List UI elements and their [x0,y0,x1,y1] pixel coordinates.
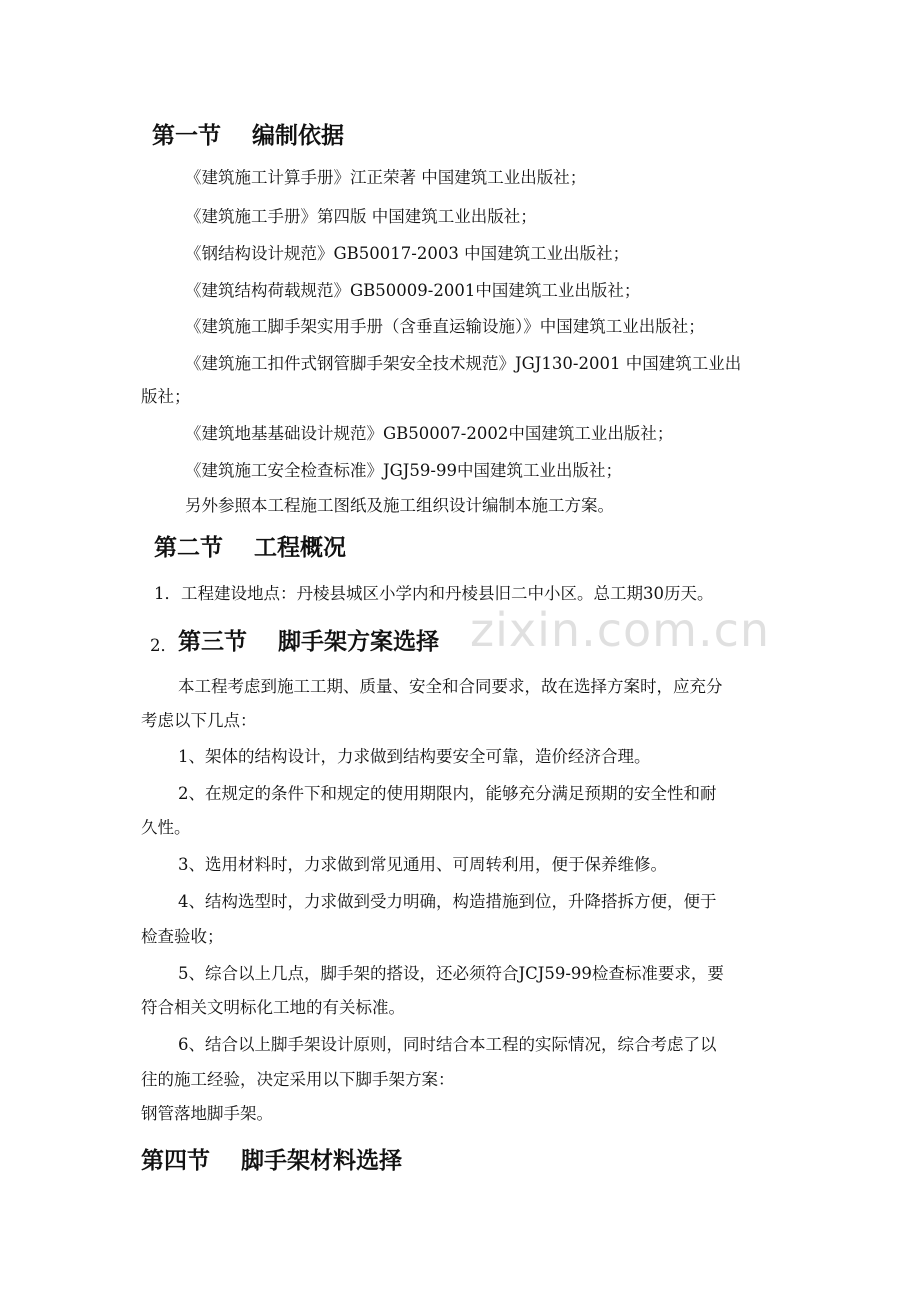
paragraph-line: 本工程考虑到施工工期、质量、安全和合同要求，故在选择方案时，应充分 [178,677,723,696]
list-item: 2、在规定的条件下和规定的使用期限内，能够充分满足预期的安全性和耐 [178,784,717,803]
paragraph-line: 1．工程建设地点：丹棱县城区小学内和丹棱县旧二中小区。总工期30历天。 [154,584,714,603]
reference-line: 《建筑地基基础设计规范》GB50007-2002中国建筑工业出版社； [185,424,674,443]
reference-line: 《建筑施工手册》第四版 中国建筑工业出版社； [185,207,537,226]
list-item-continued: 久性。 [141,818,191,837]
list-item: 6、结合以上脚手架设计原则，同时结合本工程的实际情况，综合考虑了以 [178,1035,717,1054]
paragraph-line: 钢管落地脚手架。 [141,1104,273,1123]
list-item-continued: 检查验收； [141,927,224,946]
list-item: 4、结构选型时，力求做到受力明确，构造措施到位，升降搭拆方便，便于 [178,892,717,911]
reference-line: 《建筑施工安全检查标准》JGJ59-99中国建筑工业出版社； [185,461,622,480]
reference-line: 《钢结构设计规范》GB50017-2003 中国建筑工业出版社； [185,244,630,263]
list-item: 3、选用材料时，力求做到常见通用、可周转利用，便于保养维修。 [178,855,667,874]
section-3-number: 2． [150,636,177,655]
reference-line: 《建筑结构荷载规范》GB50009-2001中国建筑工业出版社； [185,281,641,300]
reference-line: 《建筑施工脚手架实用手册（含垂直运输设施）》中国建筑工业出版社； [185,317,705,336]
watermark: zixin.com.cn [470,603,771,657]
reference-line-continued: 版社； [141,387,191,406]
section-4-heading: 第四节 脚手架材料选择 [141,1148,403,1174]
list-item-continued: 符合相关文明标化工地的有关标准。 [141,998,405,1017]
reference-line: 《建筑施工扣件式钢管脚手架安全技术规范》JGJ130-2001 中国建筑工业出 [185,354,742,373]
list-item-continued: 往的施工经验，决定采用以下脚手架方案： [141,1070,455,1089]
list-item: 5、综合以上几点，脚手架的搭设，还必须符合JCJ59-99检查标准要求，要 [178,964,724,983]
paragraph-line: 考虑以下几点： [141,711,257,730]
section-1-heading: 第一节 编制依据 [152,123,345,149]
reference-line: 另外参照本工程施工图纸及施工组织设计编制本施工方案。 [185,496,614,515]
list-item: 1、架体的结构设计，力求做到结构要安全可靠，造价经济合理。 [178,747,651,766]
reference-line: 《建筑施工计算手册》江正荣著 中国建筑工业出版社； [185,168,587,187]
section-2-heading: 第二节 工程概况 [154,535,347,561]
section-3-heading: 第三节 脚手架方案选择 [178,629,440,655]
